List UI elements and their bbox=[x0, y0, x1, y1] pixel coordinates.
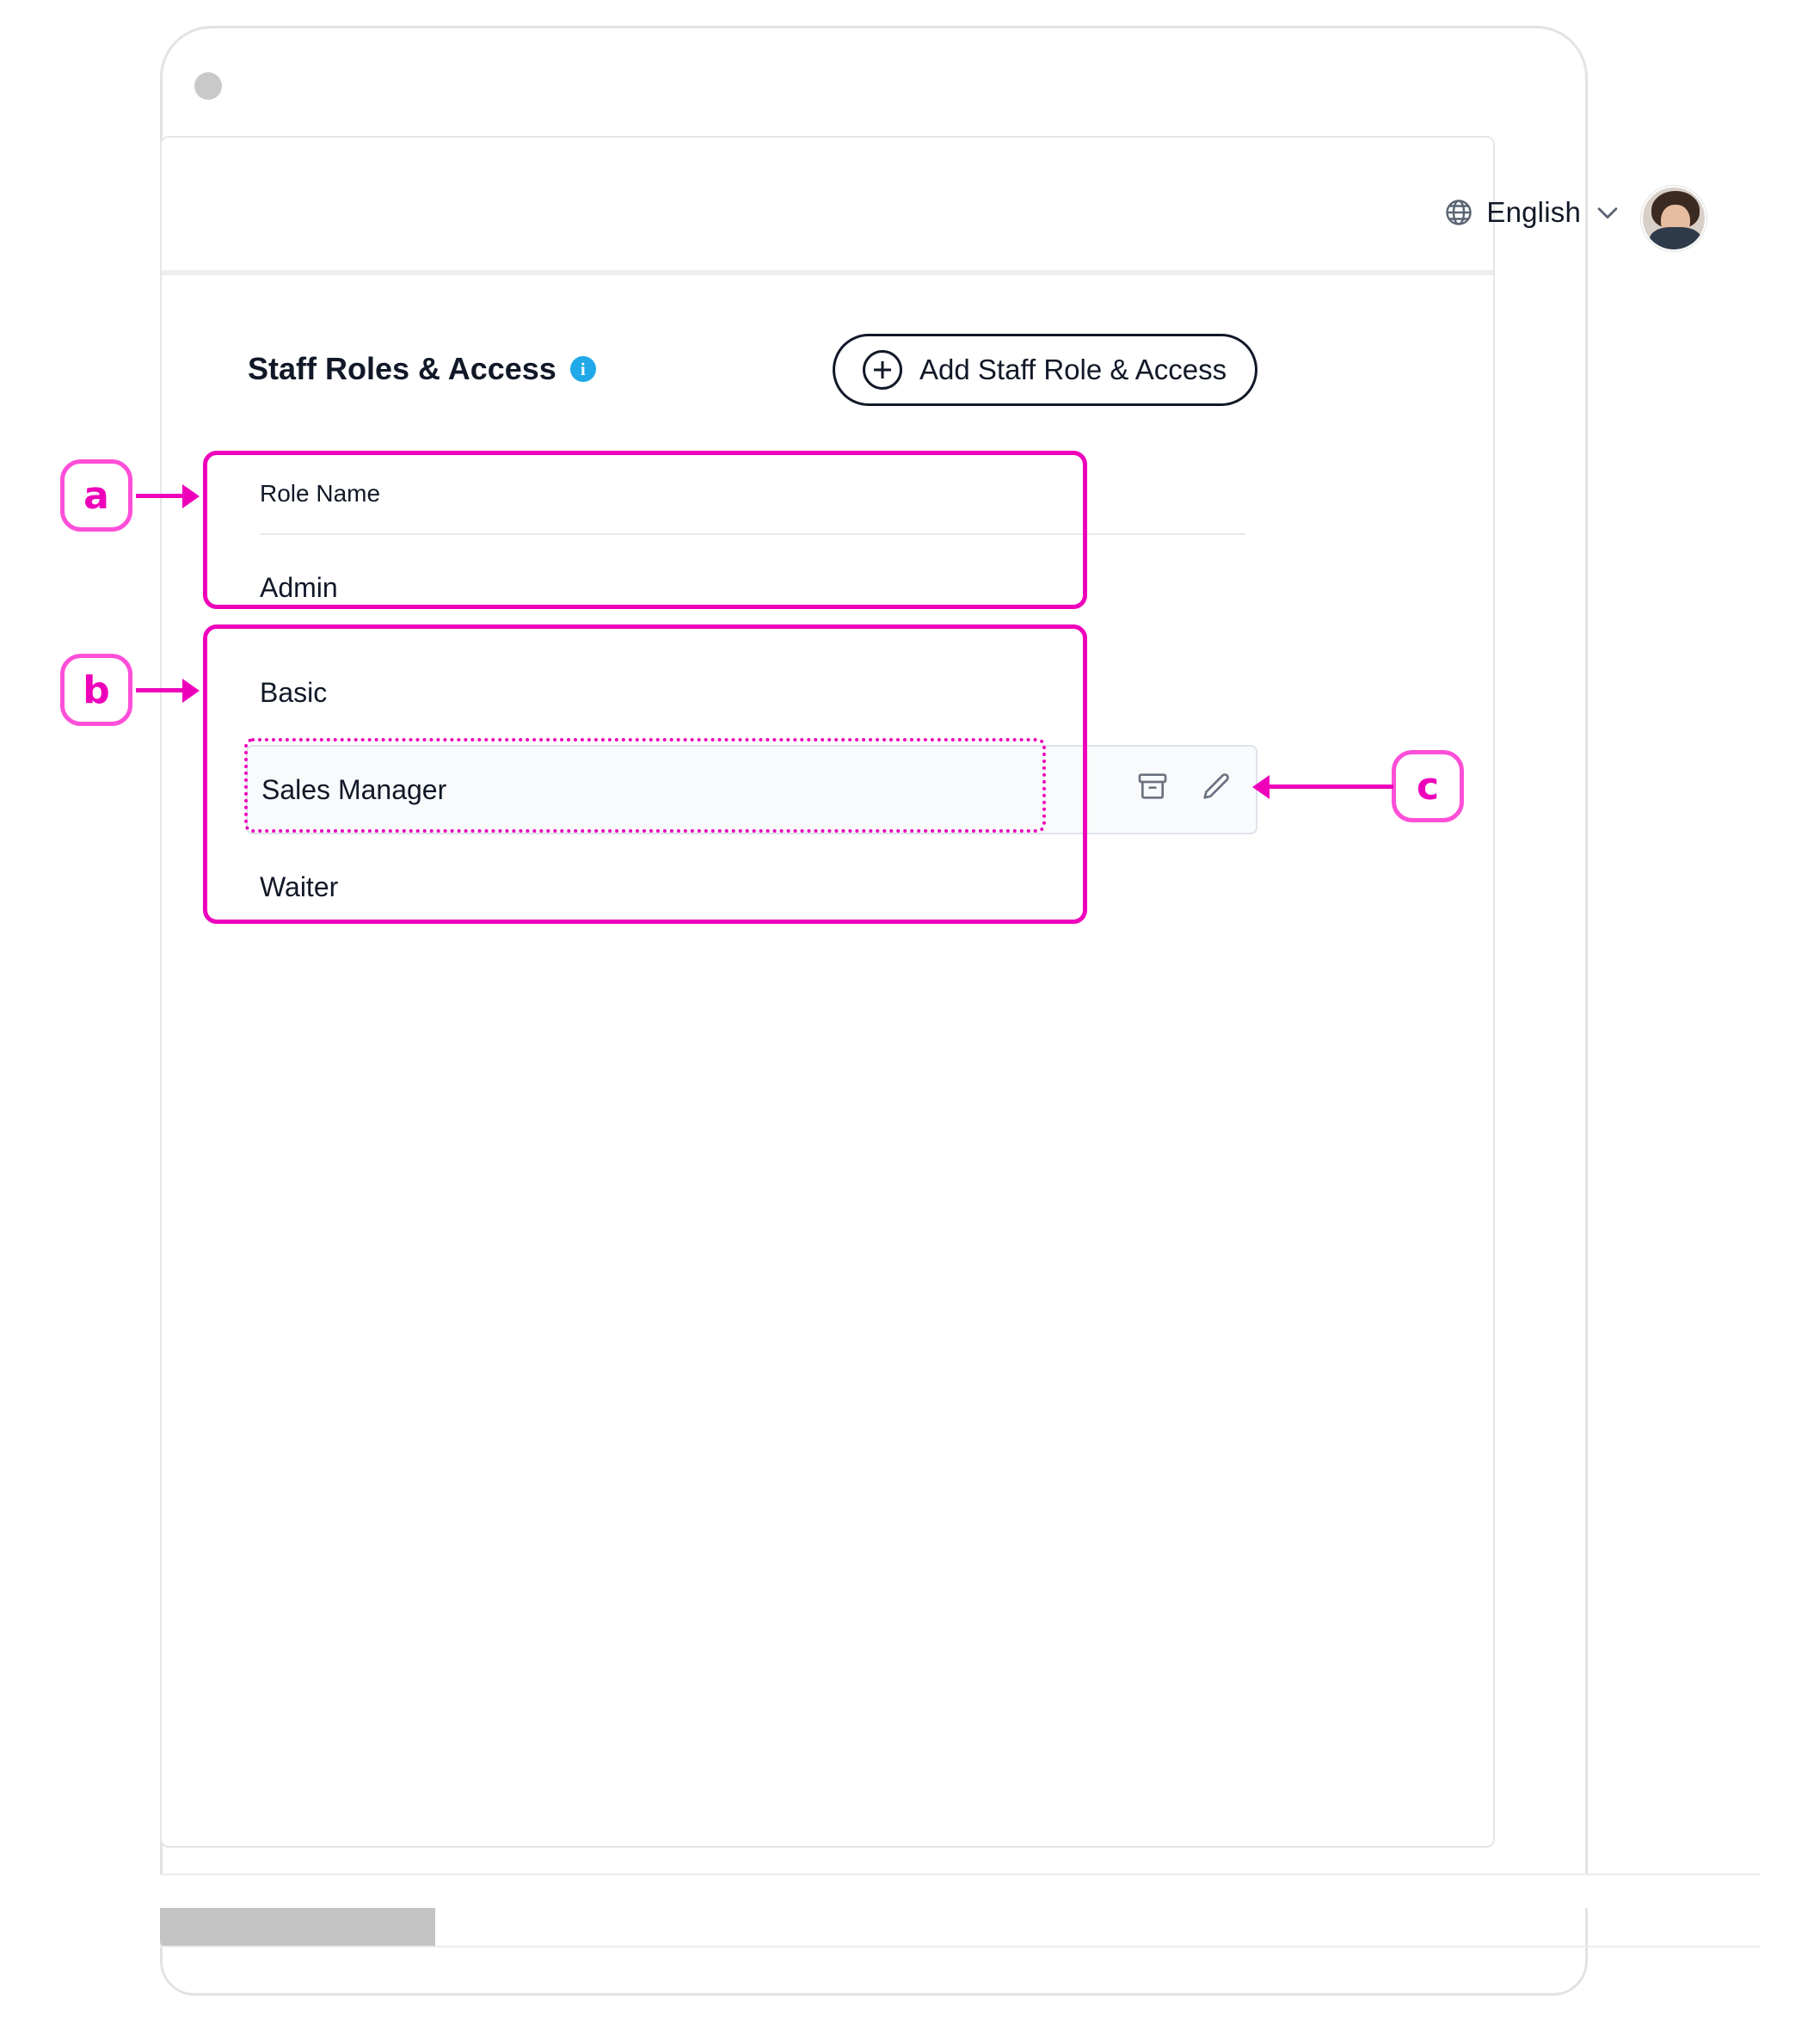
info-icon[interactable]: i bbox=[570, 356, 596, 382]
column-header-role-name: Role Name bbox=[260, 454, 1245, 535]
avatar-body bbox=[1650, 227, 1701, 251]
avatar[interactable] bbox=[1641, 186, 1706, 251]
annotation-tag-b: b bbox=[60, 654, 132, 726]
page-title: Staff Roles & Access bbox=[248, 351, 556, 386]
device-camera-dot bbox=[194, 72, 222, 100]
chevron-down-icon[interactable] bbox=[1593, 198, 1622, 227]
archive-icon[interactable] bbox=[1135, 769, 1170, 810]
table-row[interactable] bbox=[206, 834, 1297, 939]
annotation-tag-c: c bbox=[1392, 750, 1464, 822]
device-bottom-bar bbox=[160, 1873, 1760, 1908]
edit-pencil-icon[interactable] bbox=[1199, 769, 1233, 810]
annotation-arrow-c bbox=[1256, 784, 1393, 789]
role-name-cell: Sales Manager bbox=[261, 773, 447, 805]
app-topbar bbox=[162, 138, 1493, 275]
language-switcher[interactable] bbox=[1443, 196, 1622, 229]
app-panel bbox=[160, 136, 1495, 1848]
page-heading bbox=[248, 351, 596, 387]
globe-icon bbox=[1443, 197, 1474, 228]
device-bottom-rule bbox=[160, 1946, 1760, 1947]
language-label: English bbox=[1486, 196, 1581, 228]
annotation-arrow-b bbox=[136, 688, 196, 692]
table-row-selected[interactable] bbox=[246, 745, 1257, 834]
table-row[interactable] bbox=[206, 640, 1297, 745]
add-staff-role-button[interactable] bbox=[833, 334, 1257, 406]
device-bottom-tab bbox=[160, 1908, 435, 1947]
annotation-tag-a: a bbox=[60, 459, 132, 532]
role-name-cell: Waiter bbox=[260, 871, 339, 902]
row-actions bbox=[1135, 769, 1233, 810]
role-name-cell: Basic bbox=[260, 676, 328, 708]
annotation-arrow-a bbox=[136, 494, 196, 498]
add-staff-role-label: Add Staff Role & Access bbox=[919, 354, 1227, 385]
role-name-cell: Admin bbox=[260, 571, 338, 603]
roles-table bbox=[206, 454, 1297, 939]
plus-circle-icon bbox=[863, 350, 902, 390]
table-row[interactable] bbox=[206, 535, 1297, 640]
